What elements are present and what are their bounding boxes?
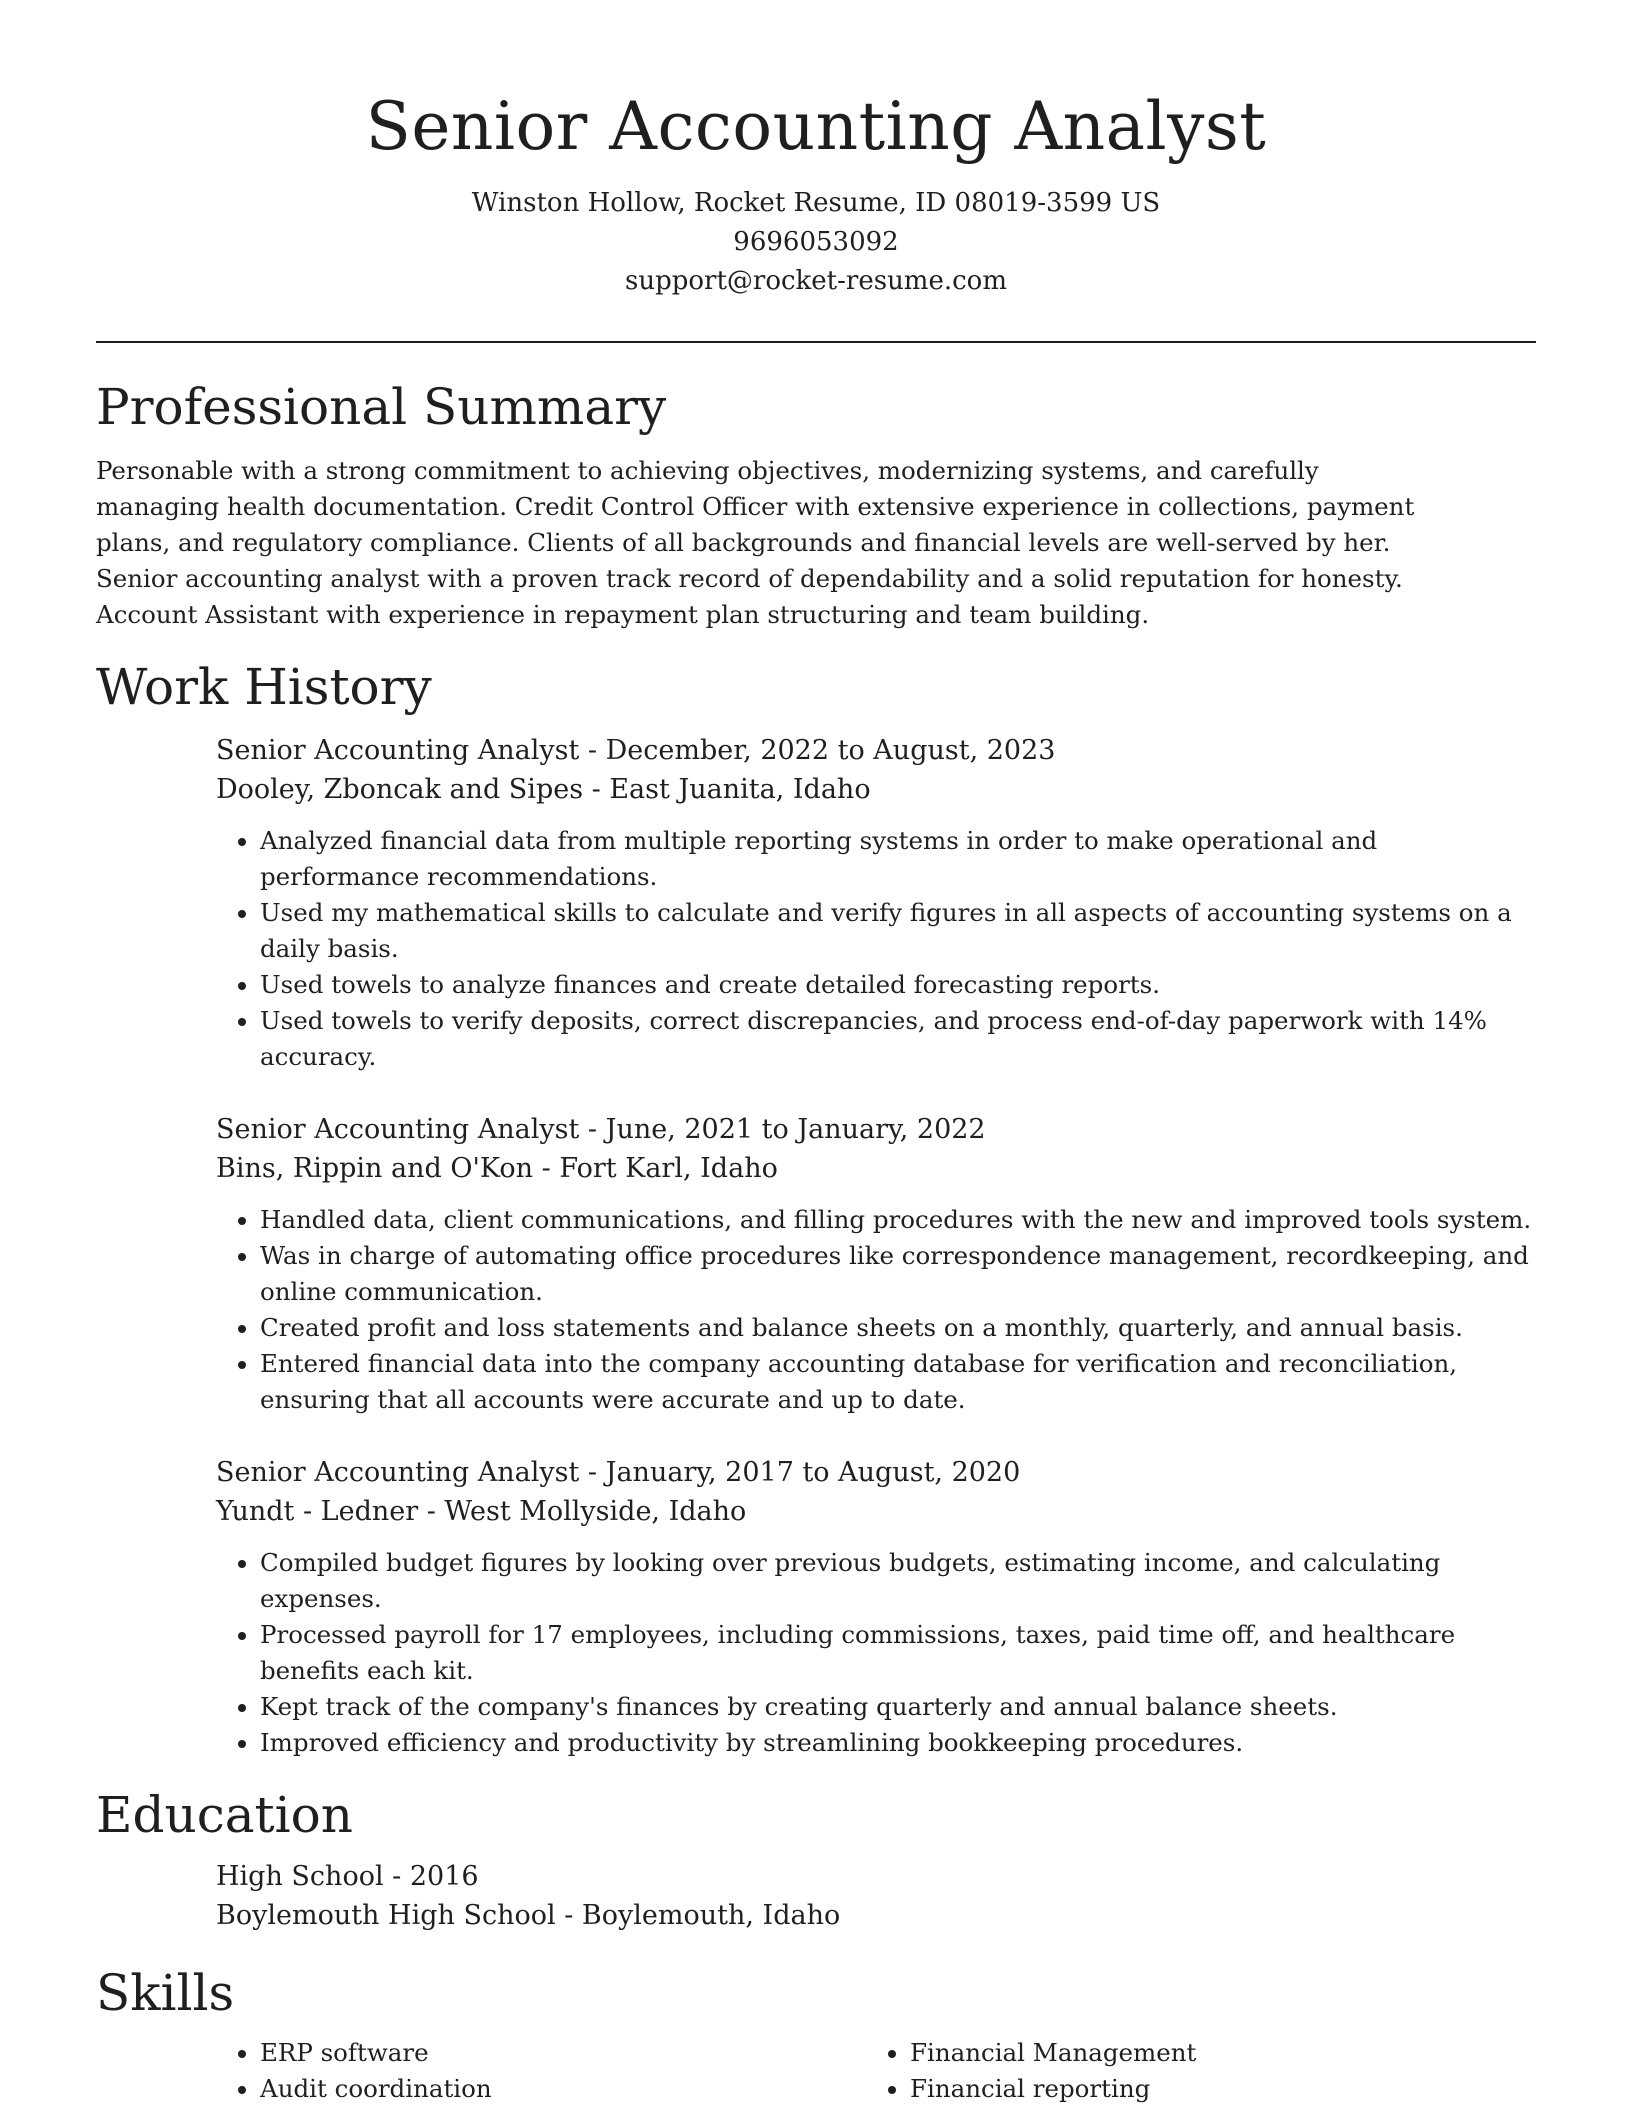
education-entry xyxy=(216,1857,1536,1935)
skills-column-left xyxy=(216,2035,866,2107)
job-bullet: • Used towels to verify deposits, correct discrepancies, and process end-of-day paperwork with 14% accuracy. xyxy=(260,1003,1536,1075)
job-entry xyxy=(216,731,1536,1075)
job-bullet: • Entered financial data into the company accounting database for verification and reconciliation, ensuring that all accounts were accurate and up to date. xyxy=(260,1346,1536,1418)
job-company: Yundt - Ledner - West Mollyside, Idaho xyxy=(216,1496,747,1527)
header-divider xyxy=(96,341,1536,343)
skill-item: • Audit coordination xyxy=(260,2071,866,2107)
job-bullet: • Used towels to analyze finances and create detailed forecasting reports. xyxy=(260,967,1536,1003)
job-bullet: • Was in charge of automating office procedures like correspondence management, recordkeeping, and online communication. xyxy=(260,1238,1536,1310)
job-bullet: • Created profit and loss statements and balance sheets on a monthly, quarterly, and annual basis. xyxy=(260,1310,1536,1346)
work-history-section xyxy=(96,655,1536,1761)
job-bullets xyxy=(216,1545,1536,1761)
contact-phone: 9696053092 xyxy=(733,227,899,257)
job-bullet: • Improved efficiency and productivity by streamlining bookkeeping procedures. xyxy=(260,1725,1536,1761)
job-bullet: • Compiled budget figures by looking over previous budgets, estimating income, and calculating expenses. xyxy=(260,1545,1536,1617)
skill-item: • ERP software xyxy=(260,2035,866,2071)
summary-section xyxy=(96,375,1536,633)
job-bullet: • Handled data, client communications, and filling procedures with the new and improved tools system. xyxy=(260,1202,1536,1238)
job-bullets xyxy=(216,823,1536,1075)
skills-heading: Skills xyxy=(96,1964,235,2022)
job-bullet: • Analyzed financial data from multiple reporting systems in order to make operational and performance recommendations. xyxy=(260,823,1536,895)
skill-item: • Financial reporting xyxy=(910,2071,1516,2107)
candidate-title: Senior Accounting Analyst xyxy=(365,88,1267,165)
work-history-heading: Work History xyxy=(96,658,432,716)
job-entry xyxy=(216,1453,1536,1761)
job-bullets xyxy=(216,1202,1536,1418)
summary-heading: Professional Summary xyxy=(96,378,667,436)
skills-grid xyxy=(216,2035,1536,2107)
contact-address: Winston Hollow, Rocket Resume, ID 08019-3599 US xyxy=(471,188,1161,218)
education-degree: High School - 2016 xyxy=(216,1861,479,1892)
job-title: Senior Accounting Analyst - December, 2022 to August, 2023 xyxy=(216,735,1056,766)
education-heading: Education xyxy=(96,1786,353,1844)
job-title: Senior Accounting Analyst - January, 2017 to August, 2020 xyxy=(216,1457,1021,1488)
resume-page xyxy=(96,0,1536,2107)
contact-block xyxy=(96,184,1536,301)
contact-email: support@rocket-resume.com xyxy=(624,266,1007,296)
job-company: Bins, Rippin and O'Kon - Fort Karl, Idaho xyxy=(216,1153,778,1184)
job-entry xyxy=(216,1110,1536,1418)
job-bullet: • Used my mathematical skills to calculate and verify figures in all aspects of accounting systems on a daily basis. xyxy=(260,895,1536,967)
skill-item: • Financial Management xyxy=(910,2035,1516,2071)
skills-section xyxy=(96,1961,1536,2107)
skills-column-right xyxy=(866,2035,1516,2107)
education-section xyxy=(96,1783,1536,1935)
job-bullet: • Processed payroll for 17 employees, including commissions, taxes, paid time off, and healthcare benefits each kit. xyxy=(260,1617,1536,1689)
education-school: Boylemouth High School - Boylemouth, Idaho xyxy=(216,1900,841,1931)
job-bullet: • Kept track of the company's finances by creating quarterly and annual balance sheets. xyxy=(260,1689,1536,1725)
resume-header xyxy=(96,0,1536,301)
job-company: Dooley, Zboncak and Sipes - East Juanita, Idaho xyxy=(216,774,871,805)
summary-text: Personable with a strong commitment to achieving objectives, modernizing systems, and carefully managing health documentation. Credit Control Officer with extensive experience in collections, payment plans, and regulatory compliance. Clients of all backgrounds and financial levels are well-served by her. Senior accounting analyst with a proven track record of dependability and a solid reputation for honesty. Account Assistant with experience in repayment plan structuring and team building. xyxy=(96,456,1415,629)
job-title: Senior Accounting Analyst - June, 2021 to January, 2022 xyxy=(216,1114,986,1145)
